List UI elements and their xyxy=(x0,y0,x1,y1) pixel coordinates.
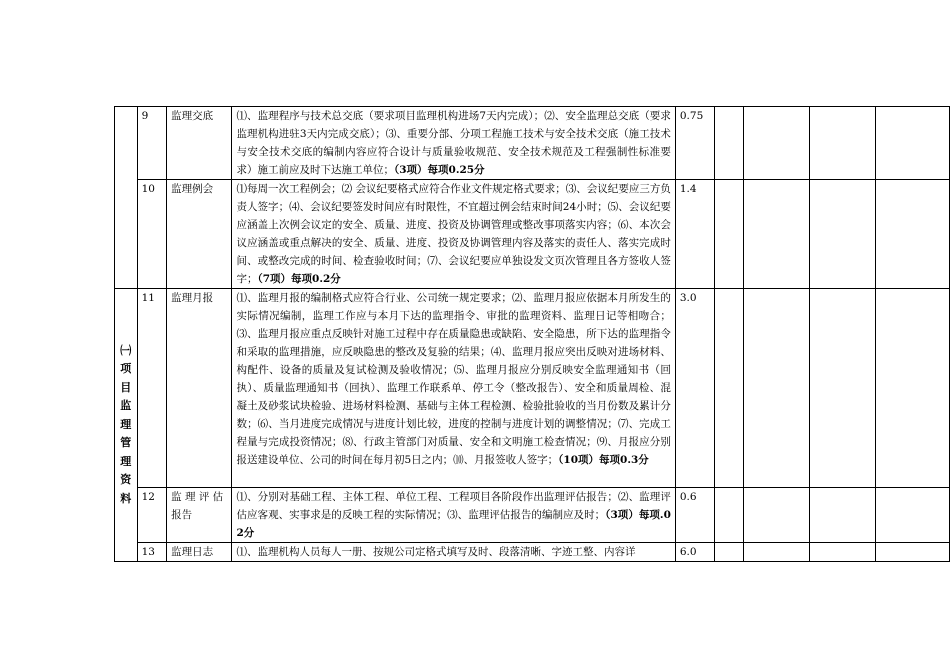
item-content xyxy=(232,289,675,488)
item-name: 监理日志 xyxy=(167,543,232,562)
item-score: 1.4 xyxy=(675,180,714,289)
table-row xyxy=(115,543,950,562)
empty-cell xyxy=(714,543,744,562)
empty-cell xyxy=(714,289,744,488)
row-number: 10 xyxy=(137,180,167,289)
empty-cell xyxy=(875,543,949,562)
row-number: 11 xyxy=(137,289,167,488)
item-content xyxy=(232,543,675,562)
section-cell-empty xyxy=(115,107,138,289)
item-score: 6.0 xyxy=(675,543,714,562)
empty-cell xyxy=(875,180,949,289)
empty-cell xyxy=(810,180,876,289)
content-text: ⑴、监理程序与技术总交底（要求项目监理机构进场7天内完成）；⑵、安全监理总交底（要求监理机构进驻3天内完成交底）；⑶、重要分部、分项工程施工技术与安全技术交底（施工技术与安全技术交底的编制内容应符合设计与质量验收规范、安全技术规范及工程强制性标准要求）施工前应及时下达施工单位； xyxy=(236,110,671,176)
content-text: ⑴、分别对基础工程、主体工程、单位工程、工程项目各阶段作出监理评估报告；⑵、监理评估应客观、实事求是的反映工程的实际情况；⑶、监理评估报告的编制应及时； xyxy=(236,491,671,521)
empty-cell xyxy=(810,107,876,180)
section-label: ㈠项目监理管理资料 xyxy=(120,343,132,505)
empty-cell xyxy=(875,289,949,488)
table-row xyxy=(115,180,950,289)
item-name: 监理月报 xyxy=(167,289,232,488)
content-text: ⑴、监理机构人员每人一册、按规公司定格式填写及时、段落清晰、字迹工整、内容详 xyxy=(236,546,636,558)
empty-cell xyxy=(875,488,949,543)
table-row xyxy=(115,488,950,543)
row-number: 9 xyxy=(137,107,167,180)
empty-cell xyxy=(875,107,949,180)
item-content xyxy=(232,488,675,543)
content-summary: （7项）每项0.2分 xyxy=(257,273,341,285)
item-score: 3.0 xyxy=(675,289,714,488)
item-content xyxy=(232,180,675,289)
content-text: ⑴、监理月报的编制格式应符合行业、公司统一规定要求；⑵、监理月报应依据本月所发生的实际情况编制，监理工作应与本月下达的监理指令、审批的监理资料、监理日记等相吻合；⑶、监理月报应重点反映针对施工过程中存在质量隐患或缺陷、安全隐患，所下达的监理指令和采取的监理措施，应反映隐患的整改及复验的结果；⑷、监理月报应突出反映对进场材料、构配件、设备的质量及复试检测及验收情况；⑸、监理月报应分别反映安全监理通知书（回执）、质量监理通知书（回执）、监理工作联系单、停工令（整改报告）、安全和质量周检、混凝土及砂浆试块检验、进场材料检测、基础与主体工程检测、检验批验收的当月份数及累计分数；⑹、当月进度完成情况与进度计划比较，进度的控制与进度计划的调整情况；⑺、完成工程量与完成投资情况；⑻、行政主管部门对质量、安全和文明施工检查情况；⑼、月报应分别报送建设单位、公司的时间在每月初5日之内；⑽、月报签收人签字； xyxy=(236,292,671,466)
empty-cell xyxy=(810,543,876,562)
row-number: 13 xyxy=(137,543,167,562)
table-row xyxy=(115,289,950,488)
content-summary: （3项）每项.02分 xyxy=(236,509,671,539)
content-summary: （3项）每项0.25分 xyxy=(393,164,485,176)
section-label-cell xyxy=(115,289,138,562)
item-score: 0.75 xyxy=(675,107,714,180)
evaluation-table xyxy=(114,106,950,562)
empty-cell xyxy=(714,107,744,180)
item-name: 监 理 评 估报告 xyxy=(167,488,232,543)
empty-cell xyxy=(714,488,744,543)
empty-cell xyxy=(714,180,744,289)
empty-cell xyxy=(744,289,810,488)
item-content xyxy=(232,107,675,180)
empty-cell xyxy=(810,289,876,488)
empty-cell xyxy=(744,488,810,543)
empty-cell xyxy=(744,180,810,289)
item-name: 监理例会 xyxy=(167,180,232,289)
empty-cell xyxy=(744,107,810,180)
item-name: 监理交底 xyxy=(167,107,232,180)
row-number: 12 xyxy=(137,488,167,543)
item-score: 0.6 xyxy=(675,488,714,543)
content-text: ⑴每周一次工程例会；⑵ 会议纪要格式应符合作业文件规定格式要求；⑶、会议纪要应三方负责人签字；⑷、会议纪要签发时间应有时限性，不宜超过例会结束时间24小时；⑸、会议纪要应涵盖上次例会议定的安全、质量、进度、投资及协调管理或整改事项落实内容；⑹、本次会议应涵盖或重点解决的安全、质量、进度、投资及协调管理内容及落实的责任人、落实完成时间、或整改完成的时间、检查验收时间；⑺、会议纪要应单独设发文页次管理且各方签收人签字； xyxy=(236,183,671,285)
empty-cell xyxy=(744,543,810,562)
table-row xyxy=(115,107,950,180)
empty-cell xyxy=(810,488,876,543)
content-summary: （10项）每项0.3分 xyxy=(558,454,649,466)
